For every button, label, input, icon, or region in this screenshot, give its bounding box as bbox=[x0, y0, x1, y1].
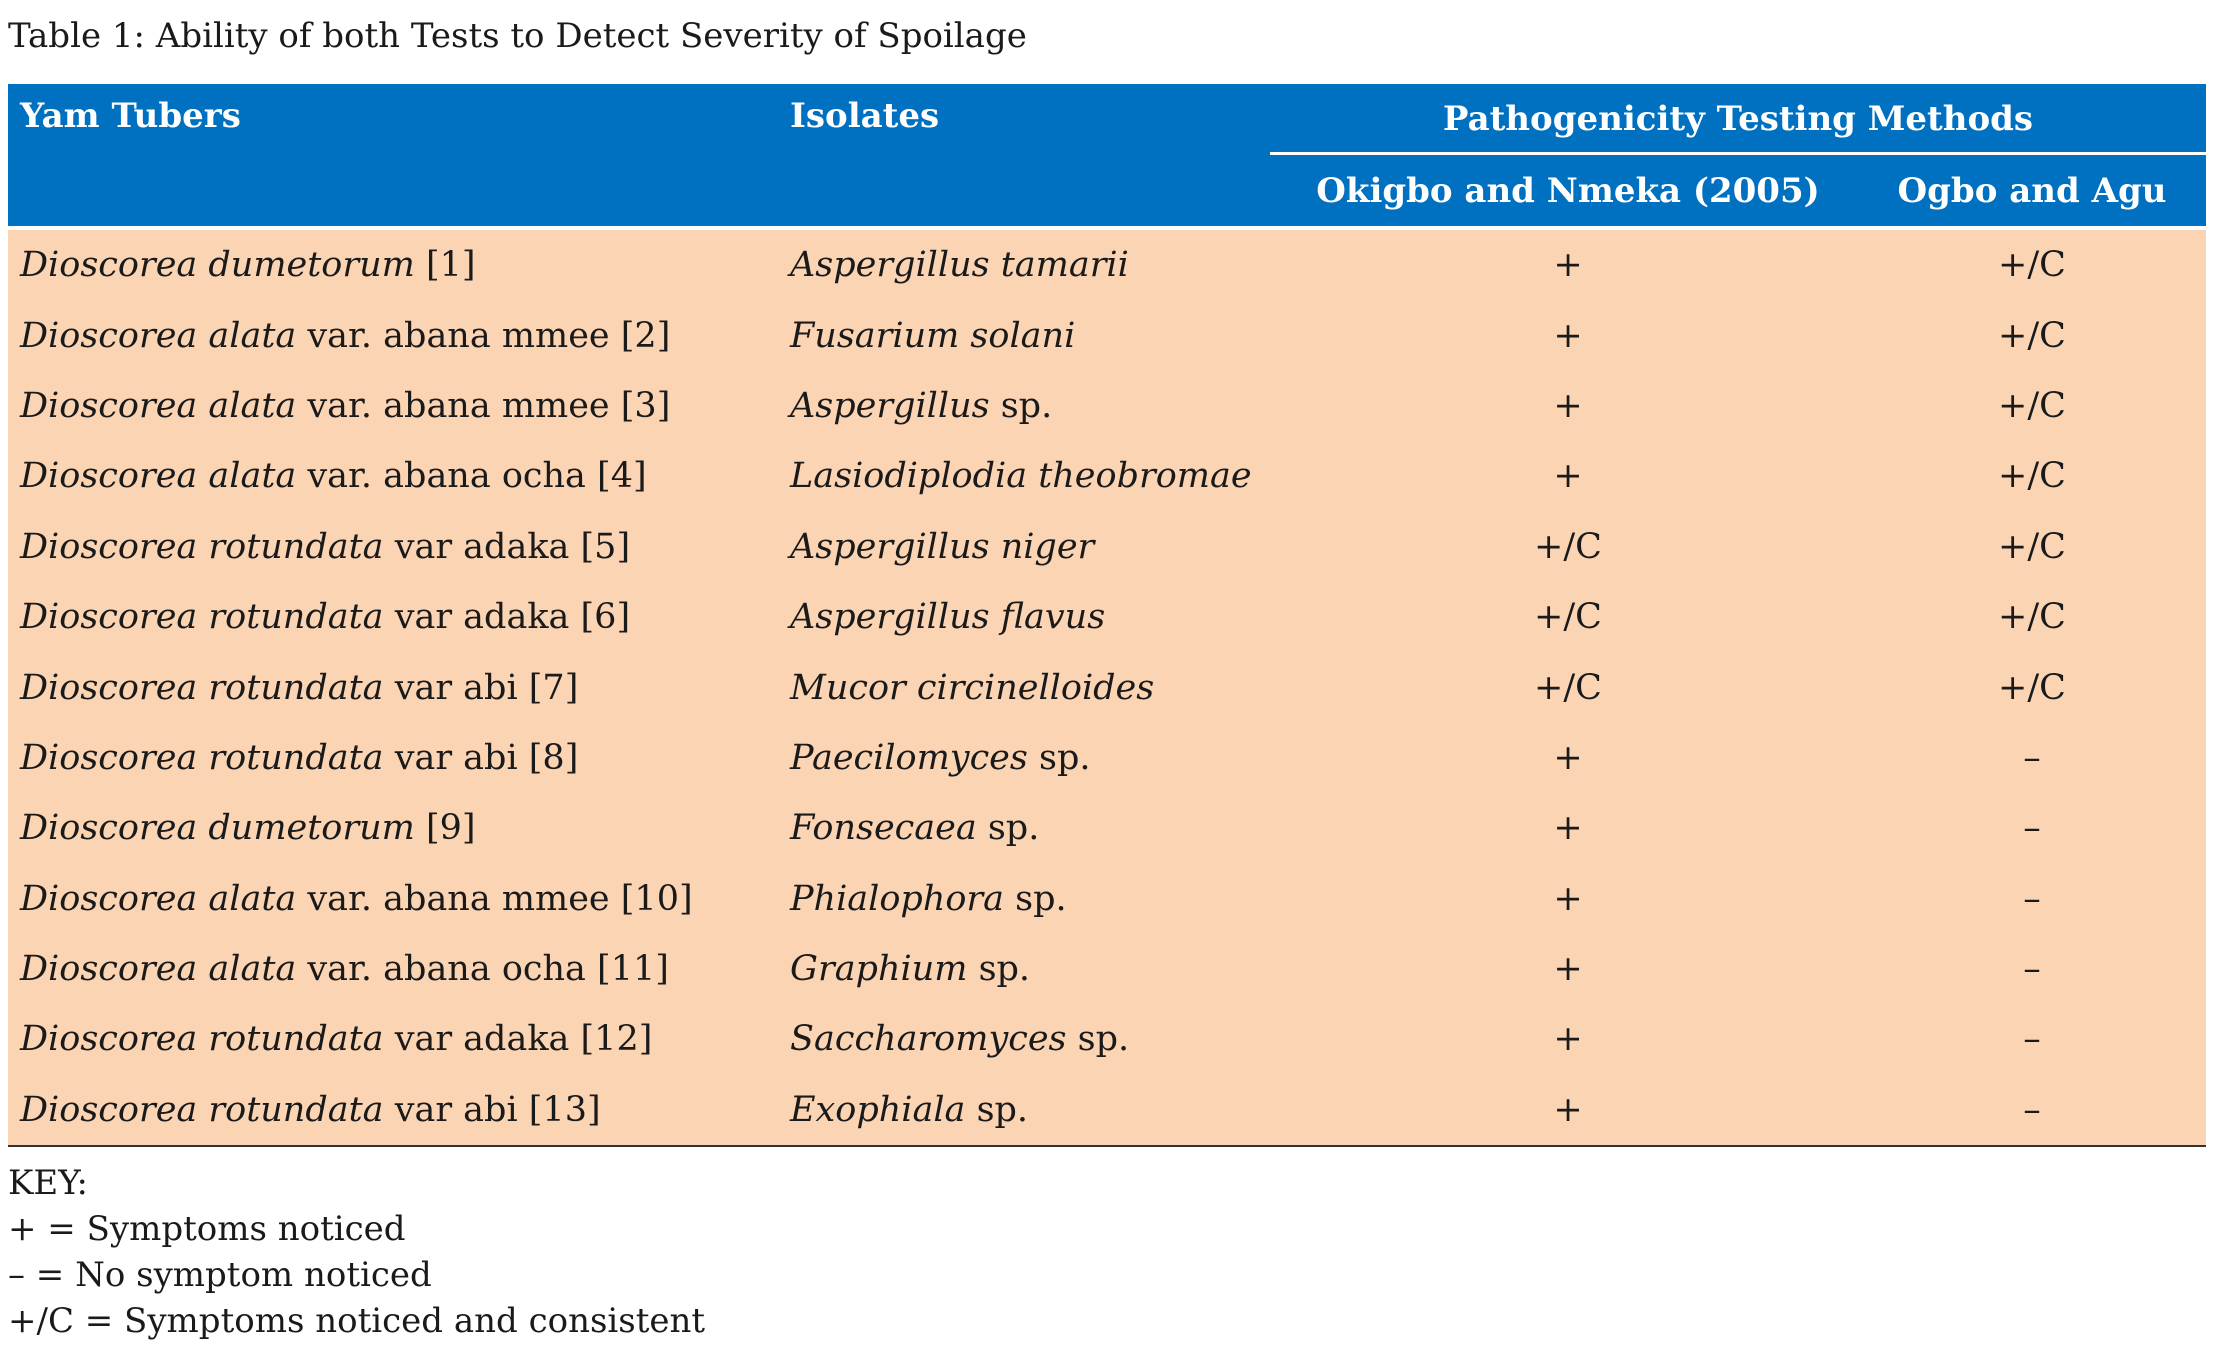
cell-isolate bbox=[778, 723, 1278, 793]
header-yam-tubers-label: Yam Tubers bbox=[20, 96, 241, 136]
cell-isolate bbox=[778, 864, 1278, 934]
yam-species-name: Dioscorea rotundata bbox=[20, 526, 384, 567]
cell-okigbo-result: + bbox=[1278, 228, 1858, 300]
yam-variety: var adaka [6] bbox=[383, 597, 631, 638]
yam-species-name: Dioscorea rotundata bbox=[20, 737, 384, 778]
yam-variety: var adaka [12] bbox=[383, 1019, 653, 1060]
cell-ogbo-result: – bbox=[1858, 864, 2206, 934]
isolate-suffix: sp. bbox=[976, 808, 1040, 849]
table-row bbox=[8, 371, 2206, 441]
yam-species-name: Dioscorea rotundata bbox=[20, 597, 384, 638]
key-line-plus-c: +/C = Symptoms noticed and consistent bbox=[8, 1301, 706, 1341]
cell-okigbo-result: + bbox=[1278, 864, 1858, 934]
yam-species-name: Dioscorea alata bbox=[20, 878, 297, 919]
yam-variety: var abi [7] bbox=[383, 667, 579, 708]
yam-variety: var. abana ocha [4] bbox=[296, 456, 647, 497]
cell-ogbo-result: – bbox=[1858, 1075, 2206, 1146]
cell-okigbo-result: + bbox=[1278, 1075, 1858, 1146]
header-pathogenicity-label: Pathogenicity Testing Methods bbox=[1270, 86, 2206, 155]
isolate-genus-name: Fonsecaea bbox=[790, 808, 977, 849]
cell-okigbo-result: + bbox=[1278, 371, 1858, 441]
cell-yam-tuber bbox=[8, 793, 778, 863]
isolate-suffix: sp. bbox=[989, 385, 1053, 426]
spoilage-table-container bbox=[8, 84, 2206, 1147]
isolate-genus-name: Mucor circinelloides bbox=[790, 667, 1155, 708]
cell-ogbo-result: +/C bbox=[1858, 371, 2206, 441]
isolate-genus-name: Saccharomyces bbox=[790, 1019, 1067, 1060]
yam-species-name: Dioscorea dumetorum bbox=[20, 245, 415, 286]
cell-ogbo-result: +/C bbox=[1858, 512, 2206, 582]
cell-yam-tuber bbox=[8, 1004, 778, 1074]
cell-okigbo-result: + bbox=[1278, 934, 1858, 1004]
table-row bbox=[8, 300, 2206, 370]
isolate-suffix: sp. bbox=[967, 949, 1031, 990]
cell-isolate bbox=[778, 228, 1278, 300]
isolate-genus-name: Aspergillus tamarii bbox=[790, 245, 1129, 286]
yam-variety: [1] bbox=[414, 245, 476, 286]
cell-okigbo-result: + bbox=[1278, 1004, 1858, 1074]
cell-ogbo-result: – bbox=[1858, 793, 2206, 863]
isolate-genus-name: Paecilomyces bbox=[790, 737, 1028, 778]
isolate-suffix: sp. bbox=[1004, 878, 1067, 919]
cell-yam-tuber bbox=[8, 512, 778, 582]
yam-species-name: Dioscorea alata bbox=[20, 385, 297, 426]
yam-species-name: Dioscorea alata bbox=[20, 315, 297, 356]
cell-okigbo-result: + bbox=[1278, 300, 1858, 370]
cell-okigbo-result: +/C bbox=[1278, 582, 1858, 652]
cell-okigbo-result: +/C bbox=[1278, 512, 1858, 582]
cell-yam-tuber bbox=[8, 652, 778, 722]
isolate-genus-name: Aspergillus bbox=[790, 385, 990, 426]
yam-species-name: Dioscorea dumetorum bbox=[20, 808, 415, 849]
cell-yam-tuber bbox=[8, 934, 778, 1004]
spoilage-table bbox=[8, 84, 2206, 1147]
isolate-genus-name: Aspergillus niger bbox=[790, 526, 1095, 567]
table-row bbox=[8, 441, 2206, 511]
cell-isolate bbox=[778, 793, 1278, 863]
cell-yam-tuber bbox=[8, 300, 778, 370]
isolate-genus-name: Exophiala bbox=[790, 1089, 966, 1130]
header-isolates bbox=[778, 84, 1278, 228]
key-title: KEY: bbox=[8, 1163, 88, 1203]
yam-variety: var abi [8] bbox=[383, 737, 579, 778]
cell-yam-tuber bbox=[8, 582, 778, 652]
yam-variety: var. abana ocha [11] bbox=[296, 949, 669, 990]
header-isolates-label: Isolates bbox=[790, 96, 940, 136]
key-line-minus: – = No symptom noticed bbox=[8, 1255, 432, 1295]
cell-ogbo-result: – bbox=[1858, 934, 2206, 1004]
cell-okigbo-result: +/C bbox=[1278, 652, 1858, 722]
cell-isolate bbox=[778, 512, 1278, 582]
yam-species-name: Dioscorea alata bbox=[20, 456, 297, 497]
key-line-plus: + = Symptoms noticed bbox=[8, 1209, 406, 1249]
header-yam-tubers bbox=[8, 84, 778, 228]
table-row bbox=[8, 864, 2206, 934]
cell-yam-tuber bbox=[8, 371, 778, 441]
table-row bbox=[8, 228, 2206, 300]
yam-species-name: Dioscorea rotundata bbox=[20, 667, 384, 708]
isolate-genus-name: Fusarium solani bbox=[790, 315, 1076, 356]
cell-yam-tuber bbox=[8, 1075, 778, 1146]
table-body bbox=[8, 228, 2206, 1146]
isolate-suffix: sp. bbox=[965, 1089, 1029, 1130]
cell-ogbo-result: +/C bbox=[1858, 228, 2206, 300]
header-okigbo-nmeka: Okigbo and Nmeka (2005) bbox=[1278, 156, 1858, 228]
isolate-genus-name: Aspergillus flavus bbox=[790, 597, 1106, 638]
cell-okigbo-result: + bbox=[1278, 793, 1858, 863]
cell-ogbo-result: – bbox=[1858, 723, 2206, 793]
cell-isolate bbox=[778, 582, 1278, 652]
yam-variety: var adaka [5] bbox=[383, 526, 631, 567]
yam-variety: var abi [13] bbox=[383, 1089, 601, 1130]
cell-okigbo-result: + bbox=[1278, 441, 1858, 511]
header-pathogenicity-group bbox=[1278, 84, 2206, 156]
isolate-genus-name: Graphium bbox=[790, 949, 968, 990]
table-row bbox=[8, 512, 2206, 582]
table-header bbox=[8, 84, 2206, 228]
yam-species-name: Dioscorea rotundata bbox=[20, 1089, 384, 1130]
cell-ogbo-result: +/C bbox=[1858, 300, 2206, 370]
cell-isolate bbox=[778, 1004, 1278, 1074]
cell-okigbo-result: + bbox=[1278, 723, 1858, 793]
isolate-genus-name: Lasiodiplodia theobromae bbox=[790, 456, 1252, 497]
cell-isolate bbox=[778, 934, 1278, 1004]
table-row bbox=[8, 723, 2206, 793]
cell-isolate bbox=[778, 371, 1278, 441]
cell-isolate bbox=[778, 1075, 1278, 1146]
table-row bbox=[8, 652, 2206, 722]
yam-species-name: Dioscorea alata bbox=[20, 949, 297, 990]
yam-variety: [9] bbox=[414, 808, 476, 849]
cell-ogbo-result: +/C bbox=[1858, 652, 2206, 722]
cell-ogbo-result: – bbox=[1858, 1004, 2206, 1074]
isolate-genus-name: Phialophora bbox=[790, 878, 1005, 919]
table-row bbox=[8, 1004, 2206, 1074]
yam-variety: var. abana mmee [3] bbox=[296, 385, 671, 426]
yam-species-name: Dioscorea rotundata bbox=[20, 1019, 384, 1060]
cell-isolate bbox=[778, 441, 1278, 511]
cell-isolate bbox=[778, 652, 1278, 722]
cell-ogbo-result: +/C bbox=[1858, 441, 2206, 511]
cell-yam-tuber bbox=[8, 864, 778, 934]
cell-yam-tuber bbox=[8, 723, 778, 793]
yam-variety: var. abana mmee [2] bbox=[296, 315, 671, 356]
table-row bbox=[8, 582, 2206, 652]
cell-yam-tuber bbox=[8, 441, 778, 511]
isolate-suffix: sp. bbox=[1066, 1019, 1130, 1060]
cell-ogbo-result: +/C bbox=[1858, 582, 2206, 652]
key-legend bbox=[8, 1160, 705, 1344]
header-ogbo-agu: Ogbo and Agu bbox=[1858, 156, 2206, 228]
cell-isolate bbox=[778, 300, 1278, 370]
table-row bbox=[8, 1075, 2206, 1146]
isolate-suffix: sp. bbox=[1027, 737, 1091, 778]
table-row bbox=[8, 793, 2206, 863]
cell-yam-tuber bbox=[8, 228, 778, 300]
table-row bbox=[8, 934, 2206, 1004]
table-caption: Table 1: Ability of both Tests to Detect Severity of Spoilage bbox=[8, 16, 1027, 56]
yam-variety: var. abana mmee [10] bbox=[296, 878, 693, 919]
